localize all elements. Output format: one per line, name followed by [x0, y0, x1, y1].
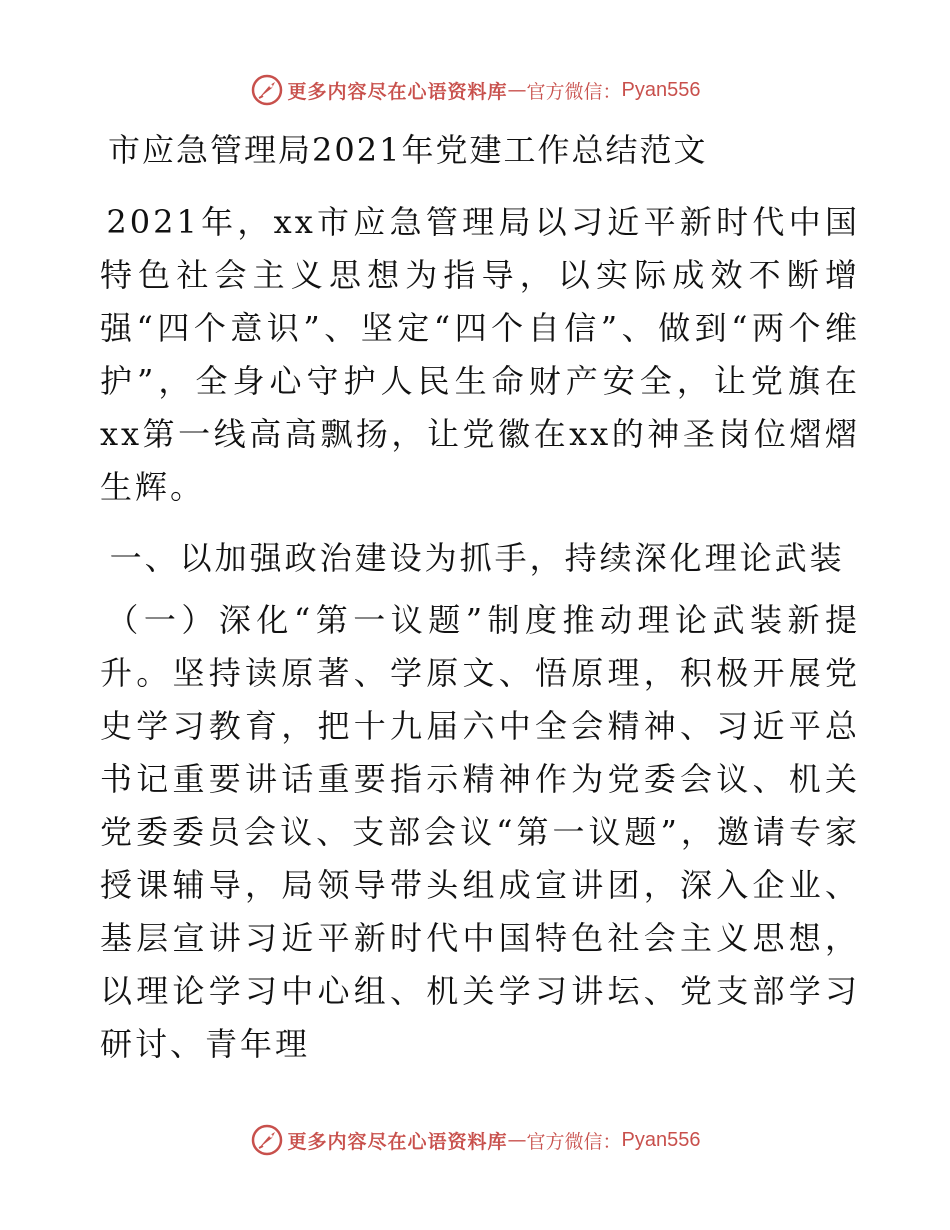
watermark-site-text: 更多内容尽在心语资料库 — [287, 80, 508, 103]
watermark-separator: — — [507, 1129, 527, 1151]
watermark-wechat-label: 官方微信： — [526, 80, 622, 103]
document-title: 市应急管理局2021年党建工作总结范文 — [108, 131, 708, 169]
watermark-wechat-id: Pyan556 — [621, 78, 701, 101]
watermark-banner-top — [0, 70, 950, 110]
watermark-site-text: 更多内容尽在心语资料库 — [287, 1130, 508, 1153]
document-body — [100, 118, 860, 1071]
pen-nib-logo-icon — [250, 1123, 284, 1157]
section-1-paragraph: （一）深化“第一议题”制度推动理论武装新提升。坚持读原著、学原文、悟原理，积极开展党史学习教育，把十九届六中全会精神、习近平总书记重要讲话重要指示精神作为党委会议、机关党委委员会议、支部会议“第一议题”，邀请专家授课辅导，局领导带头组成宣讲团，深入企业、基层宣讲习近平新时代中国特色社会主义思想，以理论学习中心组、机关学习讲坛、党支部学习研讨、青年理 — [100, 601, 860, 1063]
watermark-separator: — — [507, 79, 527, 101]
watermark-wechat-label: 官方微信： — [526, 1130, 622, 1153]
intro-paragraph: 2021年，xx市应急管理局以习近平新时代中国特色社会主义思想为指导，以实际成效不断增强“四个意识”、坚定“四个自信”、做到“两个维护”，全身心守护人民生命财产安全，让党旗在xx第一线高高飘扬，让党徽在xx的神圣岗位熠熠生辉。 — [100, 203, 860, 506]
watermark-wechat-id: Pyan556 — [621, 1128, 701, 1151]
watermark-banner-bottom — [0, 1120, 950, 1160]
pen-nib-logo-icon — [250, 73, 284, 107]
section-1-heading: 一、以加强政治建设为抓手，持续深化理论武装 — [109, 539, 845, 577]
